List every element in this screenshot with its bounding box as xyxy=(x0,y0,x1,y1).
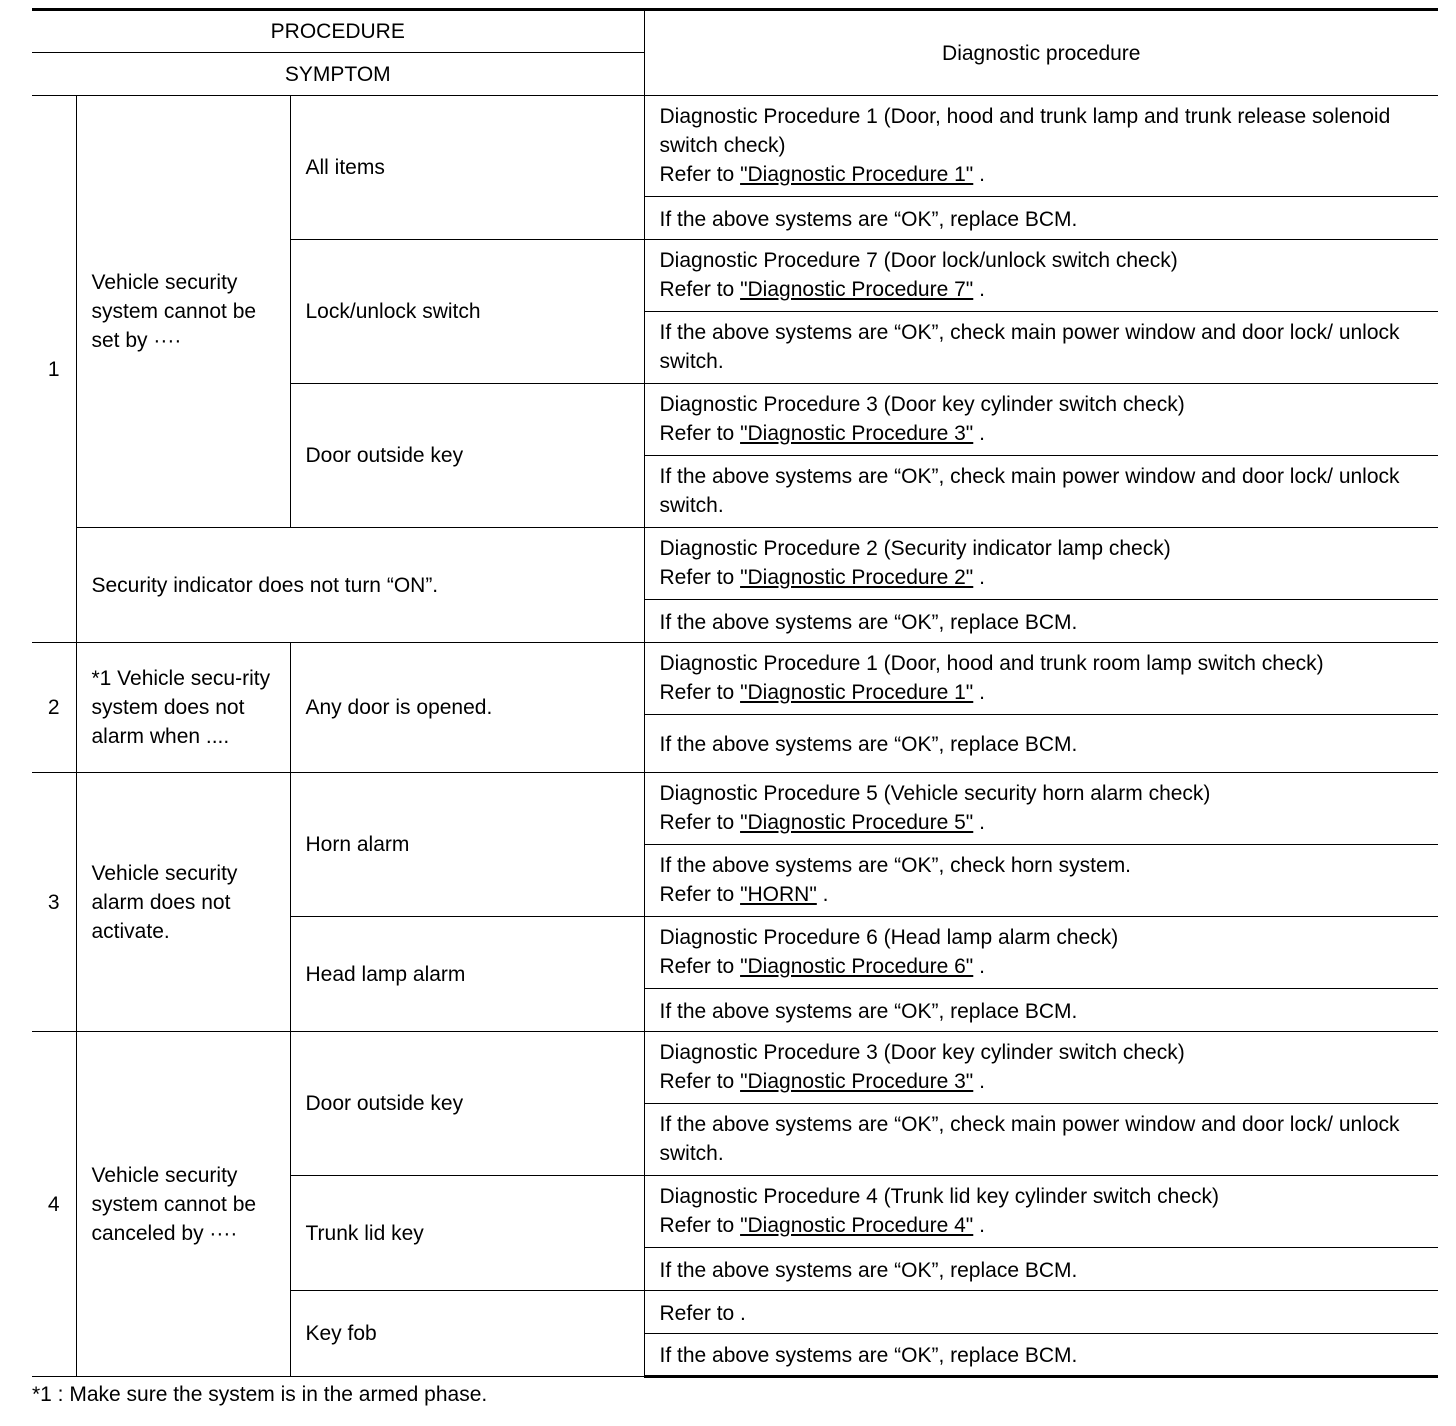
procedure-link[interactable]: "Diagnostic Procedure 5" xyxy=(740,811,974,834)
step-title: Diagnostic Procedure 5 (Vehicle security horn alarm check) xyxy=(659,782,1211,805)
fallback-action: If the above systems are “OK”, replace BCM. xyxy=(644,715,1438,773)
fallback-text: If the above systems are “OK”, check horn system. xyxy=(659,854,1132,877)
refer-line xyxy=(660,160,1424,189)
refer-line xyxy=(660,808,1424,837)
refer-line xyxy=(660,1211,1424,1240)
diagnostic-step xyxy=(644,240,1438,312)
refer-text: Refer to xyxy=(659,955,741,978)
group-number: 2 xyxy=(32,643,76,773)
procedure-link[interactable]: "Diagnostic Procedure 4" xyxy=(740,1214,974,1237)
group-number: 1 xyxy=(32,96,76,643)
diagnosis-table xyxy=(32,8,1438,1378)
refer-text: Refer to xyxy=(659,1214,741,1237)
refer-line xyxy=(660,563,1424,592)
refer-line xyxy=(660,880,1424,909)
group-label: Vehicle security system cannot be set by ···· xyxy=(76,96,290,528)
refer-line xyxy=(660,952,1424,981)
fallback-action: If the above systems are “OK”, replace BCM. xyxy=(644,600,1438,643)
symptom-item: Door outside key xyxy=(290,1032,644,1176)
diagnostic-step xyxy=(644,384,1438,456)
group-label: Vehicle security alarm does not activate. xyxy=(76,773,290,1032)
diagnostic-step xyxy=(644,773,1438,845)
refer-text: Refer to xyxy=(659,278,741,301)
step-title: Diagnostic Procedure 2 (Security indicator lamp check) xyxy=(659,537,1171,560)
diagnostic-step xyxy=(644,1176,1438,1248)
refer-text: Refer to xyxy=(659,681,741,704)
fallback-action: If the above systems are “OK”, check main power window and door lock/ unlock switch. xyxy=(644,456,1438,528)
diagnostic-step: Refer to . xyxy=(644,1291,1438,1334)
horn-link[interactable]: "HORN" xyxy=(740,883,817,906)
symptom-item: All items xyxy=(290,96,644,240)
symptom-item: Trunk lid key xyxy=(290,1176,644,1291)
refer-text: Refer to xyxy=(659,566,741,589)
fallback-action: If the above systems are “OK”, replace BCM. xyxy=(644,1248,1438,1291)
fallback-action xyxy=(644,845,1438,917)
step-title: Diagnostic Procedure 1 (Door, hood and trunk room lamp switch check) xyxy=(659,652,1324,675)
fallback-action: If the above systems are “OK”, replace BCM. xyxy=(644,1334,1438,1377)
diagnostic-step xyxy=(644,917,1438,989)
symptom-item: Security indicator does not turn “ON”. xyxy=(76,528,644,643)
diagnostic-step xyxy=(644,643,1438,715)
procedure-link[interactable]: "Diagnostic Procedure 3" xyxy=(740,422,974,445)
step-title: Diagnostic Procedure 3 (Door key cylinder switch check) xyxy=(659,1041,1185,1064)
refer-suffix: . xyxy=(973,1070,985,1093)
procedure-link[interactable]: "Diagnostic Procedure 3" xyxy=(740,1070,974,1093)
refer-suffix: . xyxy=(973,955,985,978)
refer-line xyxy=(660,678,1424,707)
refer-suffix: . xyxy=(816,883,829,906)
diagnostic-step xyxy=(644,1032,1438,1104)
refer-suffix: . xyxy=(973,163,985,186)
refer-line xyxy=(660,1067,1424,1096)
fallback-action: If the above systems are “OK”, check main power window and door lock/ unlock switch. xyxy=(644,1104,1438,1176)
refer-text: Refer to xyxy=(659,1070,741,1093)
step-title: Diagnostic Procedure 1 (Door, hood and trunk lamp and trunk release solenoid switch check) xyxy=(659,105,1391,157)
refer-line xyxy=(660,419,1424,448)
procedure-link[interactable]: "Diagnostic Procedure 2" xyxy=(740,566,974,589)
refer-suffix: . xyxy=(973,278,985,301)
procedure-link[interactable]: "Diagnostic Procedure 7" xyxy=(740,278,974,301)
step-title: Diagnostic Procedure 4 (Trunk lid key cylinder switch check) xyxy=(659,1185,1219,1208)
group-label: *1 Vehicle secu-rity system does not alarm when .... xyxy=(76,643,290,773)
fallback-action: If the above systems are “OK”, check main power window and door lock/ unlock switch. xyxy=(644,312,1438,384)
diagnostic-step xyxy=(644,528,1438,600)
procedure-link[interactable]: "Diagnostic Procedure 1" xyxy=(740,681,974,704)
refer-text: Refer to xyxy=(659,163,741,186)
refer-suffix: . xyxy=(973,422,985,445)
header-symptom: SYMPTOM xyxy=(32,53,644,96)
refer-suffix: . xyxy=(973,681,985,704)
step-title: Diagnostic Procedure 6 (Head lamp alarm check) xyxy=(659,926,1119,949)
refer-suffix: . xyxy=(973,1214,985,1237)
refer-line xyxy=(660,275,1424,304)
symptom-item: Door outside key xyxy=(290,384,644,528)
symptom-item: Lock/unlock switch xyxy=(290,240,644,384)
step-title: Diagnostic Procedure 3 (Door key cylinder switch check) xyxy=(659,393,1185,416)
header-procedure: PROCEDURE xyxy=(32,10,644,53)
procedure-link[interactable]: "Diagnostic Procedure 1" xyxy=(740,163,974,186)
refer-suffix: . xyxy=(973,811,985,834)
group-number: 3 xyxy=(32,773,76,1032)
diagnostic-step xyxy=(644,96,1438,197)
refer-text: Refer to xyxy=(659,811,741,834)
fallback-action: If the above systems are “OK”, replace BCM. xyxy=(644,197,1438,240)
symptom-item: Horn alarm xyxy=(290,773,644,917)
procedure-link[interactable]: "Diagnostic Procedure 6" xyxy=(740,955,974,978)
footnote: *1 : Make sure the system is in the armed phase. xyxy=(32,1383,488,1406)
header-diagnostic: Diagnostic procedure xyxy=(644,10,1438,96)
refer-suffix: . xyxy=(973,566,985,589)
refer-text: Refer to xyxy=(659,883,741,906)
symptom-item: Head lamp alarm xyxy=(290,917,644,1032)
step-title: Diagnostic Procedure 7 (Door lock/unlock switch check) xyxy=(659,249,1178,272)
fallback-action: If the above systems are “OK”, replace BCM. xyxy=(644,989,1438,1032)
symptom-item: Any door is opened. xyxy=(290,643,644,773)
group-number: 4 xyxy=(32,1032,76,1377)
group-label: Vehicle security system cannot be canceled by ···· xyxy=(76,1032,290,1377)
refer-text: Refer to xyxy=(659,422,741,445)
symptom-item: Key fob xyxy=(290,1291,644,1377)
